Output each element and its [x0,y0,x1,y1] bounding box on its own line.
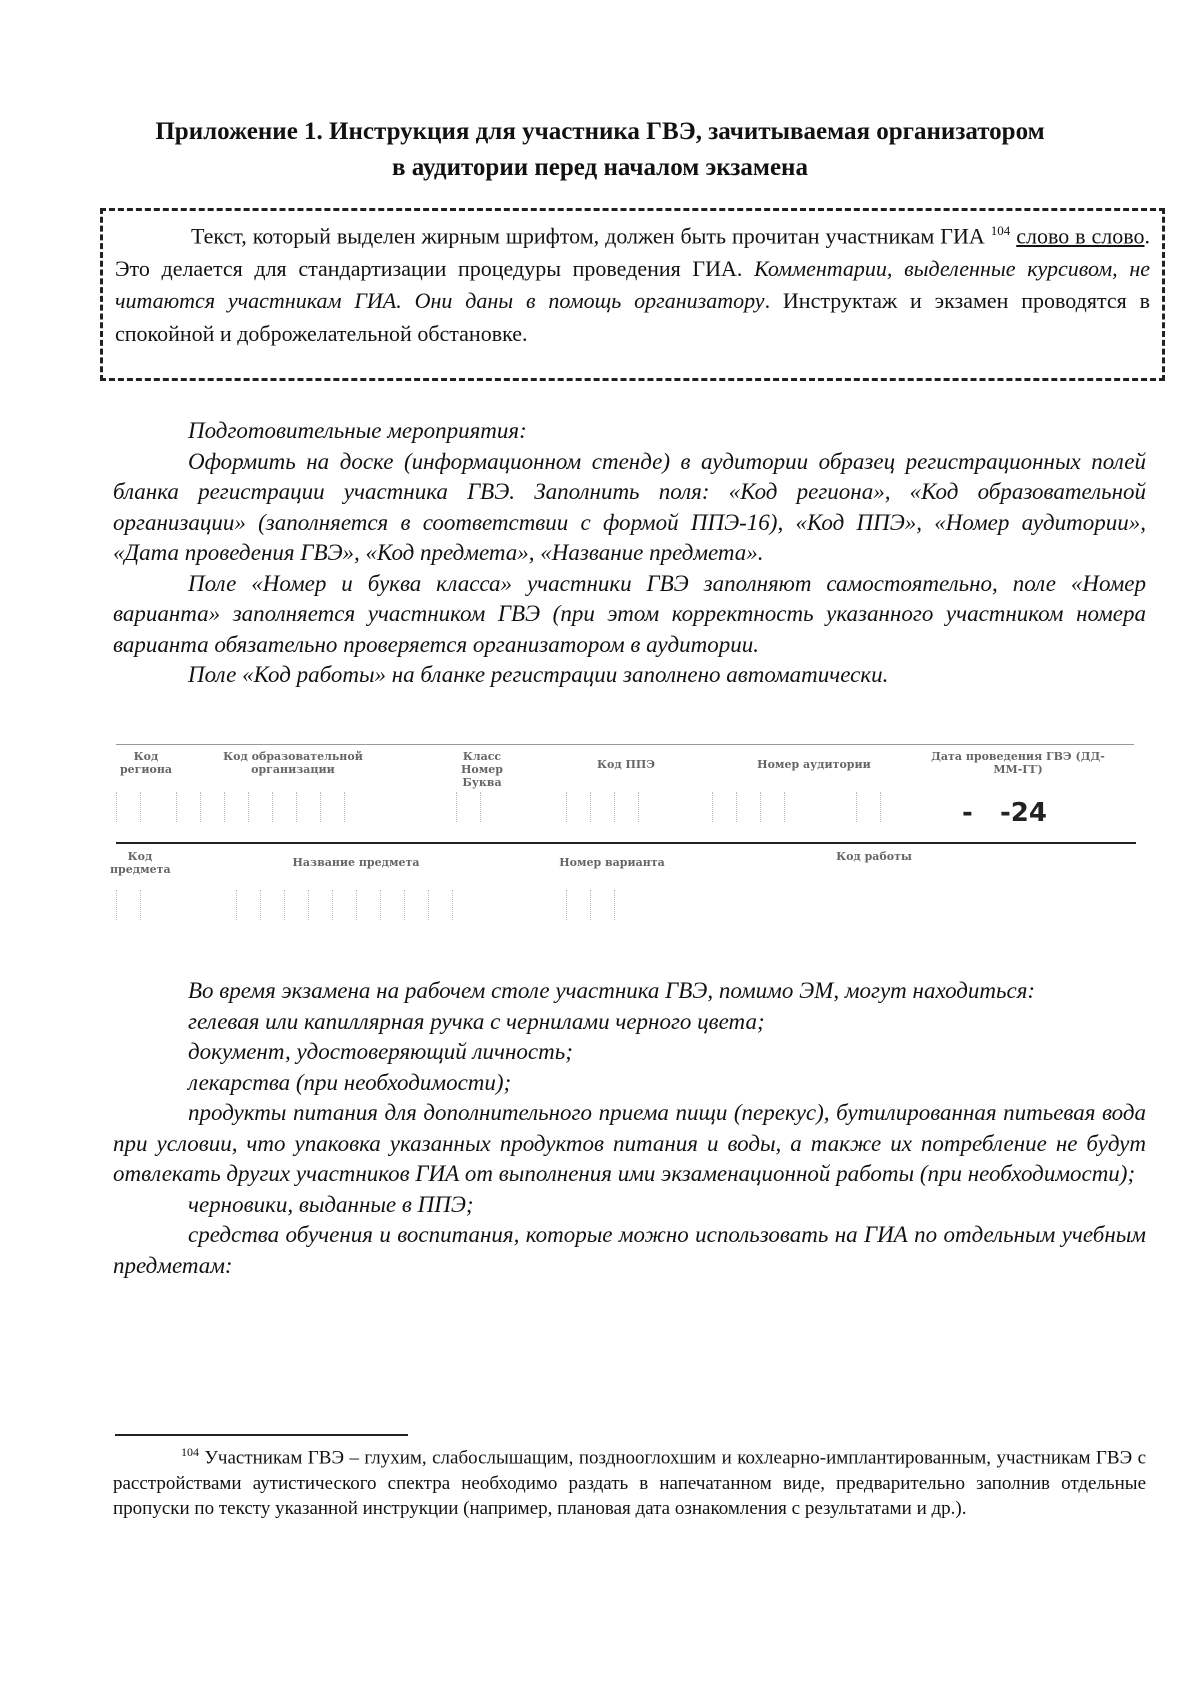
notice-text-3: . Это делается для стандартизации процедуры проведения ГИА. [115,223,1151,281]
label-class: Класс Номер Буква [461,750,503,789]
label-subject-name: Название предмета [292,856,420,869]
notice-paragraph [115,215,1150,350]
exam-item: лекарства (при необходимости); [188,1069,512,1095]
label-work-code: Код работы [836,850,912,863]
label-exam-date: Дата проведения ГВЭ (ДД-ММ-ГГ) [931,750,1105,776]
label-variant: Номер варианта [559,856,665,869]
registration-form-sample [110,740,1136,950]
form-top-rule [116,744,1134,745]
exam-desk-section [113,976,1146,1281]
exam-item: черновики, выданные в ППЭ; [188,1191,474,1217]
footnote-paragraph [113,1440,1146,1522]
title-line-2: в аудитории перед началом экзамена [392,154,808,181]
prep-heading: Подготовительные мероприятия: [188,418,527,443]
title-line-1: Приложение 1. Инструкция для участника ГВЭ, зачитываемая организатором [155,118,1045,145]
label-subject-code: Код предмета [110,850,171,876]
exam-date-value: - -24 [962,798,1047,828]
form-divider [116,842,1136,844]
prep-section [113,416,1146,691]
notice-underlined: слово в слово [1016,223,1145,249]
notice-text-5: . Инструктаж и экзамен проводятся в спокойной и доброжелательной обстановке. [115,288,1150,346]
footnote [113,1440,1146,1522]
footnote-number: 104 [181,1445,199,1459]
page-title [100,114,1100,186]
prep-paragraph-1: Оформить на доске (информационном стенде) в аудитории образец регистрационных полей бланка регистрации участника ГВЭ. Заполнить поля: «Код региона», «Код образовательной организации» (заполняется в соответствии с формой ППЭ-16), «Код ППЭ», «Номер аудитории», «Дата проведения ГВЭ», «Код предмета», «Название предмета». [113,448,1146,565]
exam-item: продукты питания для дополнительного приема пищи (перекус), бутилированная питьевая вода при условии, что упаковка указанных продуктов питания и воды, а также их потребление не будут отвлекать других участников ГИА от выполнения ими экзаменационной работы (при необходимости); [113,1100,1146,1186]
footnote-text: Участникам ГВЭ – глухим, слабослышащим, позднооглохшим и кохлеарно-имплантированным, участникам ГВЭ с расстройствами аутистического спектра необходимо раздать в напечатанном виде, предварительно заполнив отдельные пропуски по тексту указанной инструкции (например, плановая дата ознакомления с результатами и др.). [113,1447,1146,1520]
label-region-code: Код региона [119,750,173,776]
exam-item: средства обучения и воспитания, которые можно использовать на ГИА по отдельным учебным предметам: [113,1222,1146,1278]
label-auditorium: Номер аудитории [757,758,871,771]
reading-notice-box [100,208,1165,381]
label-ppe-code: Код ППЭ [596,758,656,771]
prep-paragraph-3: Поле «Код работы» на бланке регистрации заполнено автоматически. [188,662,889,687]
notice-text-1: Текст, который выделен жирным шрифтом, должен быть прочитан участникам ГИА [191,223,985,249]
notice-italic: Комментарии, выделенные курсивом, не читаются участникам ГИА. Они даны в помощь организатору [115,255,1151,314]
label-org-code: Код образовательной организации [223,750,363,776]
exam-item: документ, удостоверяющий личность; [188,1039,573,1064]
footnote-ref[interactable]: 104 [990,223,1011,238]
exam-intro: Во время экзамена на рабочем столе участника ГВЭ, помимо ЭМ, могут находиться: [188,978,1036,1003]
exam-item: гелевая или капиллярная ручка с чернилами черного цвета; [188,1008,765,1034]
prep-paragraph-2: Поле «Номер и буква класса» участники ГВЭ заполняют самостоятельно, поле «Номер варианта» заполняется участником ГВЭ (при этом корректность указанного участником номера варианта обязательно проверяется организатором в аудитории. [113,570,1146,657]
footnote-separator [115,1434,408,1436]
